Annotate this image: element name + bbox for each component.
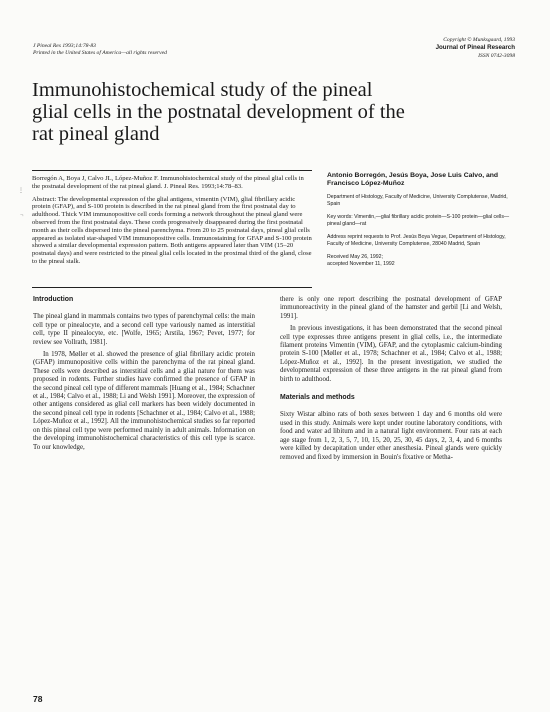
intro-paragraph: In 1978, Møller et al. showed the presence of glial fibrillary acidic protein (GFAP) immunopositive cells within the parenchyma of the rat pineal gland. These cells were described as interstitial cells and a glial nature for them was proposed in rodents. Further studies have confirmed the presence of GFAP in the second pineal cell type of different mammals [Huang et al., 1984; Schachner et al., 1984; Calvo et al., 1988; Li and Welsh 1991]. Moreover, the expression of other antigens considered as glial cell markers has been widely documented in the second pineal cell type in rodents [Schachner et al., 1984; Calvo et al., 1988; López-Muñoz et al., 1992]. All the immunohistochemical studies so far reported on this pineal cell type were performed mainly in adult animals. Information on the developing immunohistochemical characteristics of this cell type is scarce. To our knowledge, (33, 351, 255, 451)
journal-name: Journal of Pineal Research (435, 44, 515, 51)
journal-volume-line: J Pineal Res 1993;14:78-83 (33, 43, 96, 49)
author-panel (327, 172, 517, 268)
key-words: Key words: Vimentin,—glial fibrillary acidic protein—S-100 protein—glial cells—pineal gland—rat (327, 213, 510, 227)
body-column-right (280, 296, 502, 466)
body-column-left (33, 296, 255, 456)
intro-paragraph: The pineal gland in mammals contains two types of parenchymal cells: the main cell type or pinealocyte, and a second cell type variously named as interstitial cell, type II pinealocyte, etc. [Wolfe, 1965; Arstila, 1967; Pevet, 1977; for review see Vollrath, 1981]. (33, 313, 255, 346)
methods-paragraph: Sixty Wistar albino rats of both sexes between 1 day and 6 months old were used in this study. Animals were kept under routine laboratory conditions, with food and water ad libitum and in a natural light environment. Four rats at each age stage from 1, 2, 3, 5, 7, 10, 15, 20, 25, 30, 45 days, 2, 3, 4, and 6 months were killed by decapitation under ether anesthesia. Pineal glands were quickly removed and fixed by immersion in Bouin's fixative or Metha- (280, 411, 502, 461)
journal-info-header (436, 36, 515, 60)
author-list: Antonio Borregón, Jesús Boya, Jose Luis Calvo, and Francisco López-Muñoz (327, 172, 499, 188)
journal-citation-header (33, 43, 167, 57)
intro-paragraph: there is only one report describing the postnatal development of GFAP immunoreactivity in the pineal gland of the hamster and gerbil [Li and Welsh, 1991]. (280, 296, 502, 320)
margin-mark: ¬ (20, 213, 24, 219)
citation: Borregón A, Boya J, Calvo JL, López-Muñoz F. Immunohistochemical study of the pineal glial cells in the postnatal development of the rat pineal gland. J. Pineal Res. 1993;14:78–83. (32, 175, 304, 190)
accepted-date: accepted November 11, 1992 (327, 260, 395, 267)
reprint-address: Address reprint requests to Prof. Jesús Boya Vegue, Department of Histology, Faculty of Medicine, University Complutense, 28040 Madrid, Spain (327, 233, 506, 247)
page-number: 78 (33, 694, 43, 704)
introduction-heading: Introduction (33, 296, 74, 303)
issn-line: ISSN 0742-3098 (478, 53, 515, 59)
article-title: Immunohistochemical study of the pineal glial cells in the postnatal development of the rat pineal gland (32, 79, 405, 145)
affiliation: Department of Histology, Faculty of Medicine, University Complutense, Madrid, Spain (327, 193, 508, 207)
margin-mark: ⋮ (18, 188, 24, 194)
abstract-box (32, 170, 312, 288)
methods-heading: Materials and methods (280, 394, 355, 402)
abstract-text: Abstract: The developmental expression of the glial antigens, vimentin (VIM), glial fibrillary acidic protein (GFAP), and S-100 protein is described in the rat pineal gland from the first postnatal day to adulthood. Thick VIM immunopositive cell cords forming a network throughout the pineal gland were observed from the first postnatal days. These cords progressively disappeared during the first postnatal month as their cells dispersed into the pineal parenchyma. From 20 to 25 postnatal days, pineal glial cells appeared as isolated star-shaped VIM immunopositive cells. Immunostaining for GFAP and S-100 protein showed a similar developmental expression pattern. Both antigens appeared later than VIM (15–20 postnatal days) and were restricted to the pineal glial cells located in the proximal third of the gland, close to the pineal stalk. (32, 195, 312, 265)
printed-in-line: Printed in the United States of America—all rights reserved (33, 50, 167, 56)
received-date: Received May 26, 1992; (327, 253, 383, 260)
copyright-line: Copyright © Munksgaard, 1993 (443, 37, 515, 43)
intro-paragraph: In previous investigations, it has been demonstrated that the second pineal cell type expresses three antigens present in glial cells, i.e., the intermediate filament proteins Vimentin (VIM), GFAP, and the cytoplasmic calcium-binding protein S-100 [Møller et al., 1978; Schachner et al., 1984; Calvo et al., 1988; López-Muñoz et al., 1992]. In the present investigation, we studied the developmental expression of these three antigens in the rat pineal gland from birth to adulthood. (280, 325, 502, 383)
